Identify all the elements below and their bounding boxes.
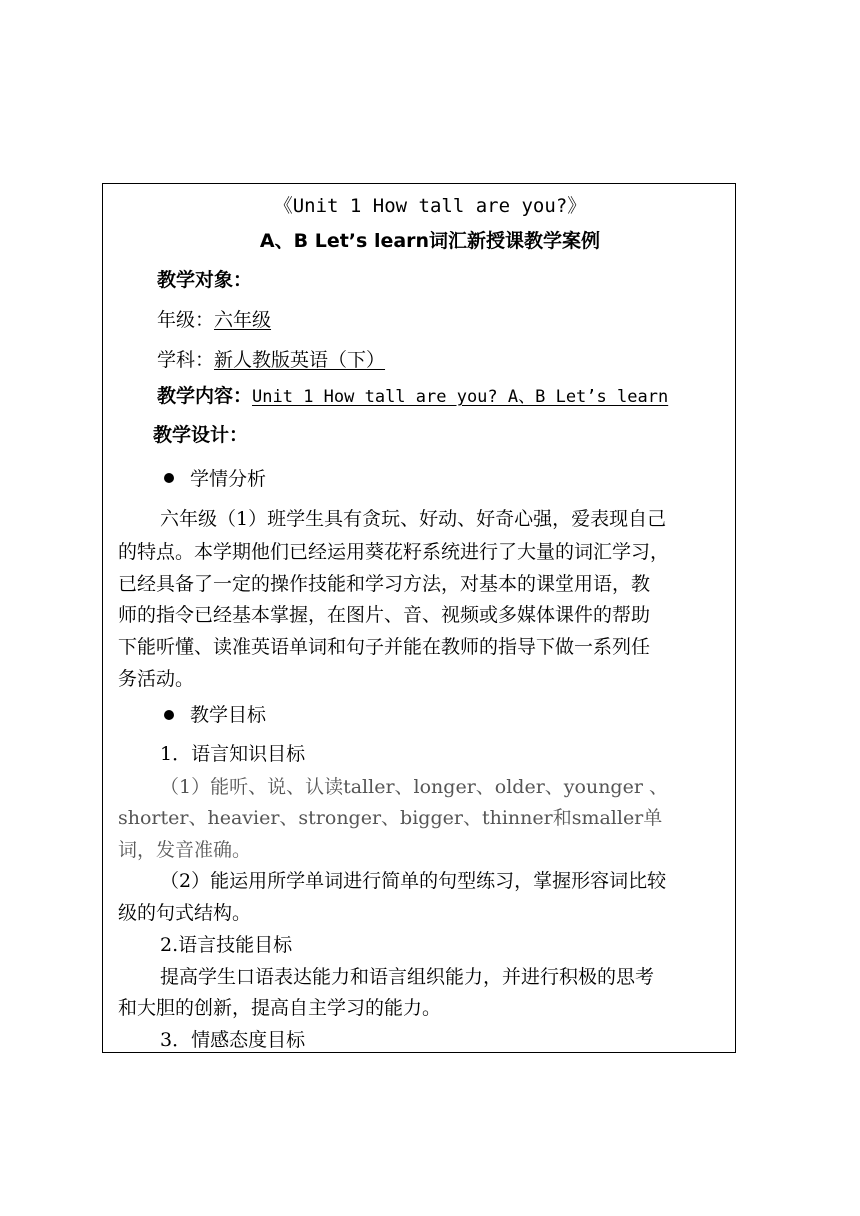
analysis-line: 师的指令已经基本掌握，在图片、音、视频或多媒体课件的帮助 — [118, 604, 651, 626]
bullet-icon — [164, 473, 174, 483]
subject-value: 新人教版英语（下） — [214, 349, 386, 371]
section-analysis-heading: 学情分析 — [190, 468, 267, 490]
subject-row — [157, 348, 385, 372]
content-row — [157, 384, 668, 409]
analysis-line: 下能听懂、读准英语单词和句子并能在教师的指导下做一系列任 — [118, 636, 651, 658]
analysis-line: 的特点。本学期他们已经运用葵花籽系统进行了大量的词汇学习， — [118, 541, 670, 563]
analysis-line: 已经具备了一定的操作技能和学习方法，对基本的课堂用语，教 — [118, 573, 651, 595]
content-value: Unit 1 How tall are you? A、B Let’s learn — [252, 387, 669, 407]
grade-row — [157, 308, 271, 332]
goal1-title: 1．语言知识目标 — [160, 743, 306, 765]
goal1-item2-line1: （2）能运用所学单词进行简单的句型练习，掌握形容词比较 — [160, 870, 667, 892]
goal1-item1-line1: （1）能听、说、认读taller、longer、older、younger 、 — [160, 776, 668, 798]
design-heading: 教学设计： — [153, 424, 249, 446]
goal1-item2-line2: 级的句式结构。 — [118, 902, 252, 924]
analysis-line: 务活动。 — [118, 668, 195, 690]
goal1-item1-line3: 词，发音准确。 — [118, 839, 252, 861]
goal2-title: 2.语言技能目标 — [160, 934, 293, 956]
goal2-line: 提高学生口语表达能力和语言组织能力，并进行积极的思考 — [160, 966, 655, 988]
grade-label: 年级： — [157, 309, 215, 331]
analysis-line: 六年级（1）班学生具有贪玩、好动、好奇心强，爱表现自己 — [160, 508, 667, 530]
target-heading: 教学对象： — [157, 269, 253, 291]
doc-title-line2: A、B Let’s learn词汇新授课教学案例 — [259, 230, 601, 252]
section-goals-heading: 教学目标 — [190, 704, 267, 726]
bullet-icon — [164, 710, 174, 720]
doc-title-line1: 《Unit 1 How tall are you?》 — [273, 195, 587, 217]
goal1-item1-line2: shorter、heavier、stronger、bigger、thinner和smaller单 — [118, 807, 663, 829]
grade-value: 六年级 — [214, 309, 272, 331]
content-label: 教学内容： — [157, 385, 253, 407]
subject-label: 学科： — [157, 349, 215, 371]
goal2-line: 和大胆的创新，提高自主学习的能力。 — [118, 997, 442, 1019]
goal3-title: 3．情感态度目标 — [160, 1029, 306, 1051]
